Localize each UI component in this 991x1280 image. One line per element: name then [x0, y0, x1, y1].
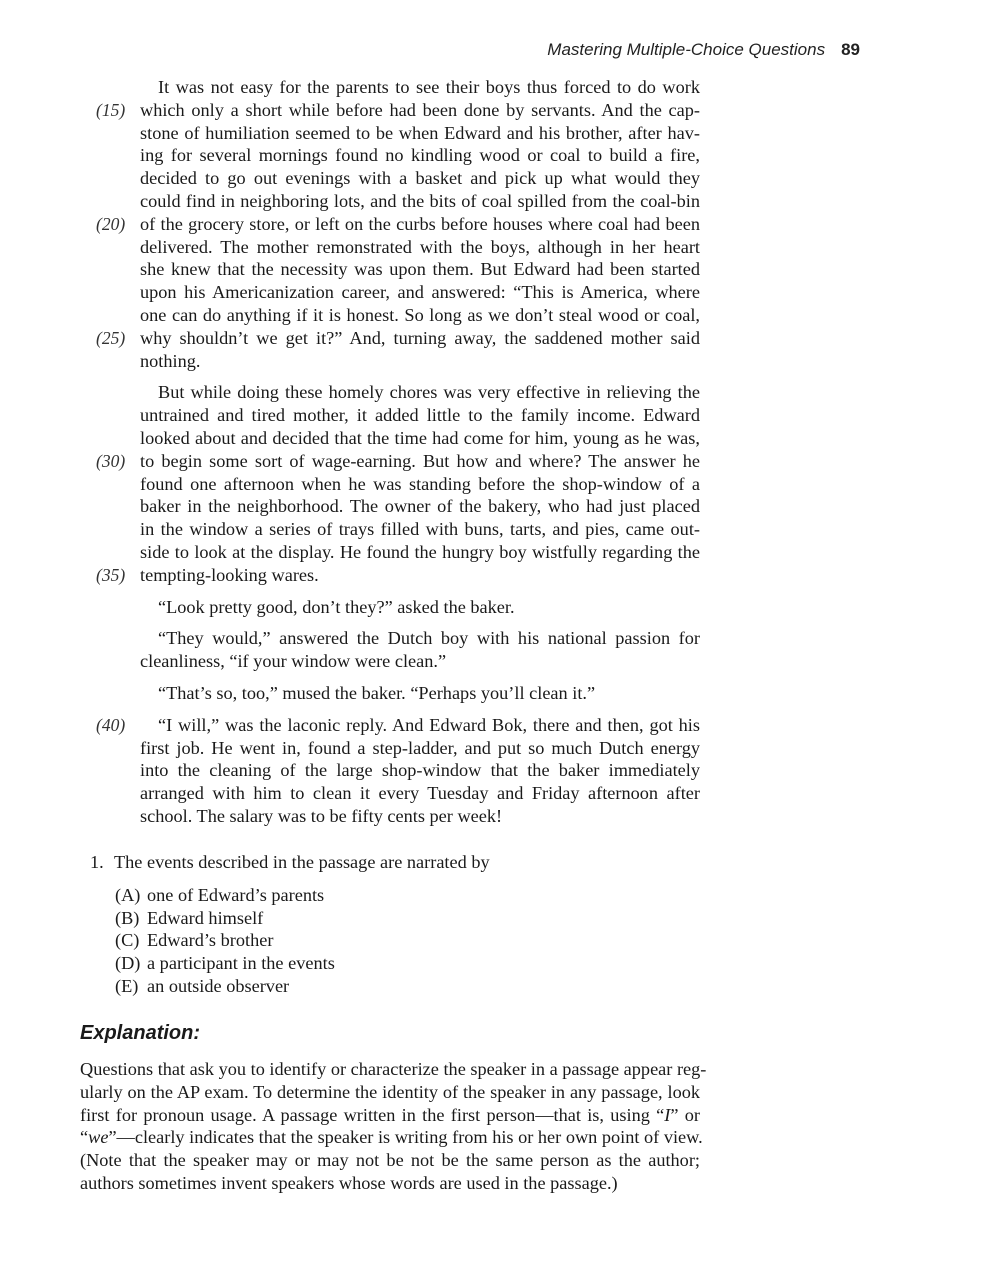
- passage-line-text: It was not easy for the parents to see their boys thus forced to do work: [158, 77, 700, 97]
- passage-line: [96, 327, 700, 350]
- explanation-line: [80, 1081, 700, 1104]
- passage-line: [140, 541, 700, 564]
- line-number: (30): [96, 450, 126, 471]
- running-title: Mastering Multiple-Choice Questions: [547, 40, 826, 59]
- choice-letter: (A): [115, 884, 141, 905]
- answer-choices: [115, 884, 710, 998]
- passage-line-text: ing for several mornings found no kindling wood or coal to build a fire,: [140, 145, 700, 166]
- choice-letter: (C): [115, 930, 140, 951]
- explanation-line: [80, 1104, 700, 1127]
- passage-line: [96, 564, 700, 587]
- explanation-text: [80, 1058, 707, 1195]
- passage-line: [140, 427, 700, 450]
- explanation-line: [80, 1058, 707, 1081]
- explanation-text-run: Questions that ask you to identify or characterize the speaker in a passage appear reg-: [80, 1059, 707, 1079]
- passage-line: [140, 350, 700, 373]
- passage-line-text: baker in the neighborhood. The owner of the bakery, who had just placed: [140, 496, 700, 517]
- passage-line: [96, 99, 700, 122]
- line-number: (20): [96, 213, 126, 234]
- choice-letter: (B): [115, 907, 140, 928]
- choice-letter: (E): [115, 975, 139, 996]
- passage-line: [140, 627, 700, 650]
- passage-line: [140, 381, 700, 404]
- question-text: The events described in the passage are narrated by: [114, 852, 490, 872]
- passage-line-text: into the cleaning of the large shop-window that the baker immediately: [140, 760, 700, 781]
- answer-choice: [115, 907, 710, 930]
- choice-text: an outside observer: [147, 975, 290, 996]
- choice-text: a participant in the events: [147, 953, 335, 974]
- explanation-text-run: ”—clearly indicates that the speaker is writing from his or her own point of view.: [108, 1127, 703, 1148]
- explanation-heading: Explanation:: [80, 1022, 201, 1044]
- explanation-text-run: ” or: [670, 1104, 700, 1125]
- passage-line: [140, 190, 700, 213]
- line-number: (25): [96, 327, 126, 348]
- answer-choice: [115, 929, 710, 952]
- passage-line-text: to begin some sort of wage-earning. But how and where? The answer he: [140, 450, 700, 471]
- passage-line-text: “Look pretty good, don’t they?” asked the baker.: [158, 596, 515, 617]
- passage-line: [96, 213, 700, 236]
- explanation-text-run: ularly on the AP exam. To determine the identity of the speaker in any passage, look: [80, 1081, 700, 1102]
- passage-line: [96, 450, 700, 473]
- line-number: (40): [96, 714, 126, 735]
- passage-line: [140, 759, 700, 782]
- passage-line: [140, 596, 700, 619]
- passage-line: [140, 473, 700, 496]
- passage-line-text: looked about and decided that the time had come for him, young as he was,: [140, 427, 700, 448]
- passage-line-text: of the grocery store, or left on the curbs before houses where coal had been: [140, 213, 700, 234]
- passage-line-text: “That’s so, too,” mused the baker. “Perhaps you’ll clean it.”: [158, 682, 596, 703]
- passage-line-text: cleanliness, “if your window were clean.”: [140, 651, 447, 672]
- passage-line-text: first job. He went in, found a step-ladder, and put so much Dutch energy: [140, 737, 700, 758]
- question-1: [90, 851, 710, 998]
- passage-line: [140, 737, 700, 760]
- explanation-text-run: (Note that the speaker may or may not be not be the same person as the author;: [80, 1150, 700, 1171]
- passage-line-text: in the window a series of trays filled with buns, tarts, and pies, came out-: [140, 519, 700, 540]
- passage-line-text: arranged with him to clean it every Tuesday and Friday afternoon after: [140, 783, 700, 804]
- passage-line-text: which only a short while before had been done by servants. And the cap-: [140, 99, 700, 120]
- passage-line-text: untrained and tired mother, it added little to the family income. Edward: [140, 405, 700, 426]
- passage-line-text: But while doing these homely chores was very effective in relieving the: [158, 382, 700, 403]
- passage-line: [140, 404, 700, 427]
- passage-line-text: side to look at the display. He found the hungry boy wistfully regarding the: [140, 541, 700, 562]
- passage-line-text: “I will,” was the laconic reply. And Edward Bok, there and then, got his: [158, 714, 700, 735]
- answer-choice: [115, 952, 710, 975]
- line-number: (15): [96, 99, 126, 120]
- passage-line-text: found one afternoon when he was standing before the shop-window of a: [140, 473, 700, 494]
- answer-choice: [115, 884, 710, 907]
- explanation-text-run: authors sometimes invent speakers whose words are used in the passage.): [80, 1172, 618, 1193]
- passage-line: [96, 714, 700, 737]
- passage-line-text: one can do anything if it is honest. So long as we don’t steal wood or coal,: [140, 304, 700, 325]
- passage-line: [140, 304, 700, 327]
- passage-line-text: tempting-looking wares.: [140, 564, 319, 585]
- page-number: 89: [841, 40, 860, 59]
- emphasized-pronoun: I: [664, 1104, 671, 1125]
- passage-line: [140, 144, 700, 167]
- choice-text: Edward himself: [147, 907, 264, 928]
- choice-text: one of Edward’s parents: [147, 884, 325, 905]
- passage-line: [140, 518, 700, 541]
- passage-line: [140, 805, 700, 828]
- explanation-line: [80, 1172, 700, 1195]
- passage-line-text: school. The salary was to be fifty cents per week!: [140, 805, 503, 826]
- explanation-line: [80, 1149, 700, 1172]
- passage-line: [140, 782, 700, 805]
- passage-line-text: delivered. The mother remonstrated with the boys, although in her heart: [140, 236, 700, 257]
- passage-line: [140, 650, 700, 673]
- running-header: [470, 40, 860, 60]
- passage-line-text: “They would,” answered the Dutch boy with his national passion for: [158, 628, 700, 649]
- passage-line: [140, 122, 700, 145]
- explanation-text-run: first for pronoun usage. A passage written in the first person—that is, using “: [80, 1104, 665, 1125]
- question-number: 1.: [90, 852, 104, 872]
- answer-choice: [115, 975, 710, 998]
- emphasized-pronoun: we: [88, 1127, 109, 1148]
- passage-line: [140, 682, 700, 705]
- passage-line-text: upon his Americanization career, and answered: “This is America, where: [140, 282, 700, 303]
- passage-line-text: could find in neighboring lots, and the bits of coal spilled from the coal-bin: [140, 190, 700, 211]
- passage-line: [140, 495, 700, 518]
- question-stem: [90, 851, 710, 874]
- passage-line-text: nothing.: [140, 350, 201, 371]
- choice-letter: (D): [115, 953, 141, 974]
- passage-line: [140, 167, 700, 190]
- passage-line: [140, 236, 700, 259]
- passage-line: [140, 258, 700, 281]
- line-number: (35): [96, 564, 126, 585]
- passage-line-text: stone of humiliation seemed to be when Edward and his brother, after hav-: [140, 122, 700, 143]
- choice-text: Edward’s brother: [147, 930, 274, 951]
- passage-line: [140, 76, 700, 99]
- passage-line-text: she knew that the necessity was upon them. But Edward had been started: [140, 259, 700, 280]
- passage-line-text: why shouldn’t we get it?” And, turning away, the saddened mother said: [140, 327, 700, 348]
- passage-line-text: decided to go out evenings with a basket and pick up what would they: [140, 168, 700, 189]
- explanation-line: [80, 1126, 703, 1149]
- passage-line: [140, 281, 700, 304]
- reading-passage: [96, 76, 700, 828]
- explanation-text-run: “: [80, 1127, 89, 1148]
